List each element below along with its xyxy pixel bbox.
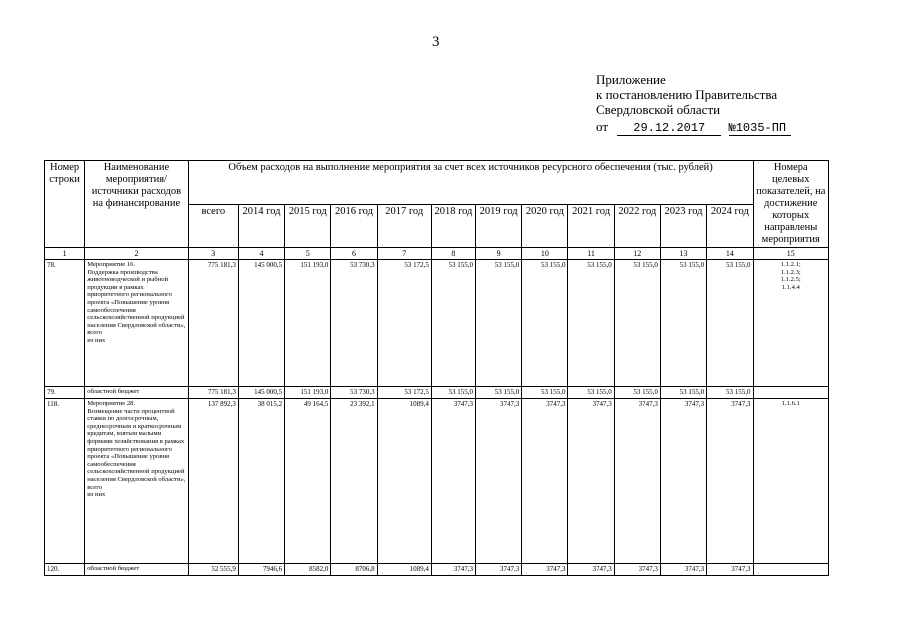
value-cell: 3747,3 [614, 399, 660, 564]
order-number: №1035-ПП [729, 121, 791, 136]
value-cell: 53 155,0 [707, 387, 753, 399]
value-cell: 3747,3 [568, 564, 614, 576]
column-number: 1 [45, 248, 85, 260]
header-year: 2023 год [660, 204, 706, 248]
table-row [45, 260, 829, 387]
column-number: 14 [707, 248, 753, 260]
table-body [45, 248, 829, 576]
header-name: Наименование мероприятия/ источники расходов на финансирование [85, 161, 189, 248]
table-row [45, 399, 829, 564]
value-cell: 151 193,0 [285, 387, 331, 399]
column-number: 12 [614, 248, 660, 260]
header-year: 2022 год [614, 204, 660, 248]
column-number: 3 [188, 248, 238, 260]
value-cell: 3747,3 [568, 399, 614, 564]
appendix-line-1: к постановлению Правительства [596, 87, 778, 102]
column-number: 10 [522, 248, 568, 260]
value-cell: 3747,3 [660, 399, 706, 564]
table-row [45, 387, 829, 399]
value-cell: 3747,3 [522, 564, 568, 576]
expenditure-table [44, 160, 829, 576]
value-cell: 1089,4 [377, 399, 431, 564]
targets-cell: 1.1.6.1 [753, 399, 828, 564]
header-year: 2018 год [431, 204, 475, 248]
value-cell: 53 155,0 [660, 260, 706, 387]
column-number: 2 [85, 248, 189, 260]
order-reference [596, 119, 791, 136]
header-year: 2019 год [476, 204, 522, 248]
value-cell: 3747,3 [476, 564, 522, 576]
value-cell: 53 155,0 [431, 387, 475, 399]
order-date: 29.12.2017 [617, 121, 721, 136]
value-cell: 53 172,5 [377, 387, 431, 399]
value-cell: 3747,3 [614, 564, 660, 576]
value-cell: 53 730,3 [331, 260, 377, 387]
header-year: 2014 год [238, 204, 284, 248]
value-cell: 38 015,2 [238, 399, 284, 564]
row-number-cell: 118. [45, 399, 85, 564]
value-cell: 53 155,0 [431, 260, 475, 387]
value-cell: 775 181,3 [188, 260, 238, 387]
column-number: 7 [377, 248, 431, 260]
targets-cell: 1.1.2.1; 1.1.2.3; 1.1.2.5; 1.1.4.4 [753, 260, 828, 387]
column-number: 9 [476, 248, 522, 260]
column-number: 11 [568, 248, 614, 260]
appendix-block [596, 72, 777, 117]
value-cell: 53 155,0 [707, 260, 753, 387]
appendix-line-2: Свердловской области [596, 102, 721, 117]
row-number-cell: 79. [45, 387, 85, 399]
targets-cell [753, 387, 828, 399]
header-year: 2021 год [568, 204, 614, 248]
value-cell: 3747,3 [707, 399, 753, 564]
value-cell: 53 155,0 [568, 387, 614, 399]
value-cell: 53 155,0 [660, 387, 706, 399]
value-cell: 3747,3 [660, 564, 706, 576]
header-year: 2017 год [377, 204, 431, 248]
value-cell: 8582,0 [285, 564, 331, 576]
page-number: 3 [432, 34, 440, 50]
header-targets: Номера целевых показателей, на достижение которых направлены мероприятия [753, 161, 828, 248]
column-number: 5 [285, 248, 331, 260]
value-cell: 145 000,5 [238, 387, 284, 399]
value-cell: 23 392,1 [331, 399, 377, 564]
value-cell: 52 555,9 [188, 564, 238, 576]
header-volume: Объем расходов на выполнение мероприятия за счет всех источников ресурсного обеспечения (тыс. рублей) [188, 161, 753, 205]
value-cell: 3747,3 [476, 399, 522, 564]
from-label: от [596, 119, 609, 134]
column-number: 13 [660, 248, 706, 260]
value-cell: 151 193,0 [285, 260, 331, 387]
header-row-number: Номер строки [45, 161, 85, 248]
value-cell: 53 730,3 [331, 387, 377, 399]
value-cell: 3747,3 [431, 564, 475, 576]
value-cell: 3747,3 [431, 399, 475, 564]
row-name-cell: областной бюджет [85, 564, 189, 576]
column-number-row [45, 248, 829, 260]
appendix-title: Приложение [596, 72, 666, 87]
value-cell: 137 892,3 [188, 399, 238, 564]
column-number: 8 [431, 248, 475, 260]
row-number-cell: 78. [45, 260, 85, 387]
row-name-cell: Мероприятие 28. Возмещение части процентной ставки по долгосрочным, среднесрочным и краткосрочным кредитам, взятым малыми формами хозяйствования в рамках приоритетного регионального проекта «Повышение уровня самообеспечения сельскохозяйственной продукцией населения Свердловской области», всего из них [85, 399, 189, 564]
table-row [45, 564, 829, 576]
value-cell: 145 000,5 [238, 260, 284, 387]
value-cell: 7946,6 [238, 564, 284, 576]
header-year: 2016 год [331, 204, 377, 248]
row-name-cell: областной бюджет [85, 387, 189, 399]
value-cell: 775 181,3 [188, 387, 238, 399]
value-cell: 3747,3 [707, 564, 753, 576]
header-year: 2024 год [707, 204, 753, 248]
value-cell: 53 155,0 [476, 387, 522, 399]
value-cell: 49 164,5 [285, 399, 331, 564]
value-cell: 3747,3 [522, 399, 568, 564]
value-cell: 53 155,0 [614, 387, 660, 399]
column-number: 15 [753, 248, 828, 260]
value-cell: 53 155,0 [476, 260, 522, 387]
value-cell: 8706,8 [331, 564, 377, 576]
header-year: 2020 год [522, 204, 568, 248]
value-cell: 53 155,0 [614, 260, 660, 387]
column-number: 6 [331, 248, 377, 260]
header-total: всего [188, 204, 238, 248]
value-cell: 53 172,5 [377, 260, 431, 387]
targets-cell [753, 564, 828, 576]
header-year: 2015 год [285, 204, 331, 248]
value-cell: 1089,4 [377, 564, 431, 576]
row-number-cell: 120. [45, 564, 85, 576]
value-cell: 53 155,0 [522, 260, 568, 387]
value-cell: 53 155,0 [522, 387, 568, 399]
column-number: 4 [238, 248, 284, 260]
value-cell: 53 155,0 [568, 260, 614, 387]
row-name-cell: Мероприятие 16. Поддержка производства животноводческой и рыбной продукции в рамках приоритетного регионального проекта «Повышение уровня самообеспечения сельскохозяйственной продукцией населения Свердловской области», всего из них [85, 260, 189, 387]
